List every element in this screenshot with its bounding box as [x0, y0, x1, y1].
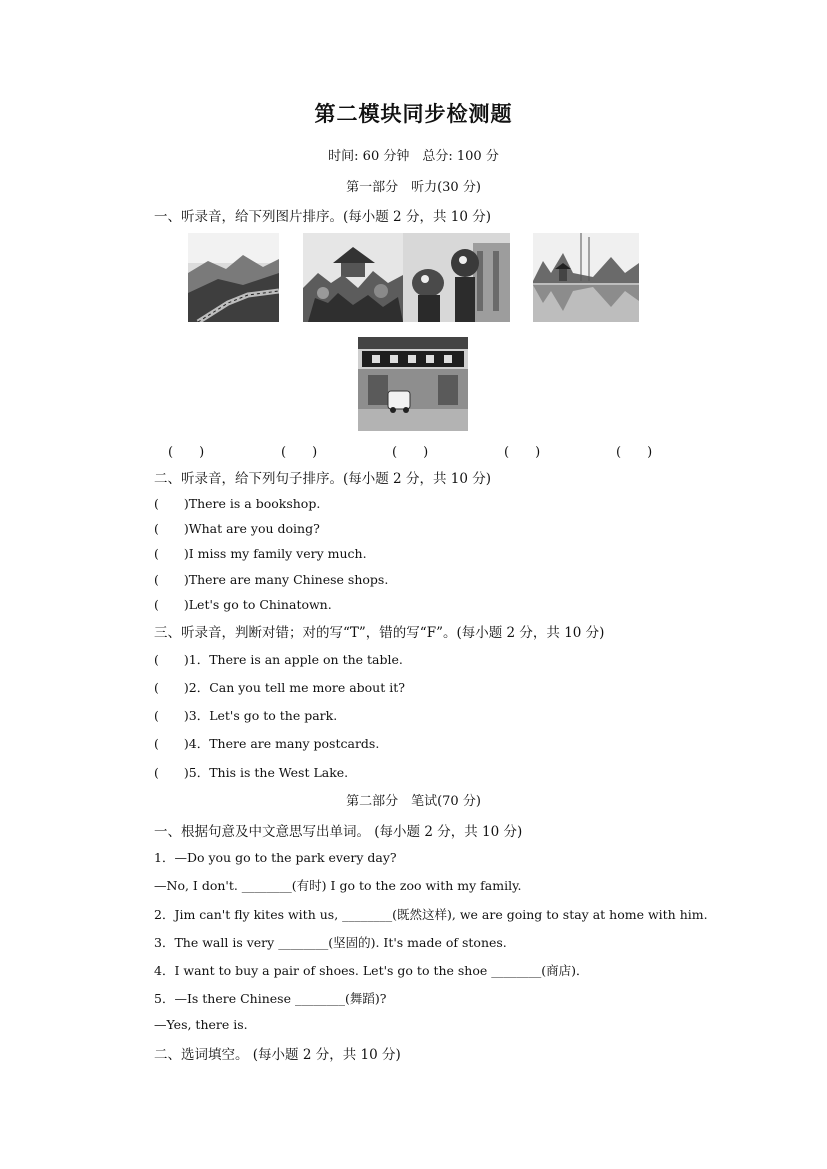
listening-sec2-heading: 二、听录音，给下列句子排序。(每小题 2 分，共 10 分) — [154, 471, 491, 487]
true-false-item: ( )5．This is the West Lake. — [154, 765, 349, 780]
fill-word-line: 2．Jim can't fly kites with us, ________(既然这样), we are going to stay at home with him. — [154, 907, 708, 922]
picture-answer-blank[interactable]: ( ) — [168, 445, 205, 460]
picture-answer-blank[interactable]: ( ) — [616, 445, 653, 460]
lake-pavilion-photo — [533, 233, 639, 322]
writing-sec2-heading: 二、选词填空。 (每小题 2 分，共 10 分) — [154, 1047, 401, 1063]
sentence-order-item: ( )I miss my family very much. — [154, 546, 367, 561]
true-false-item: ( )3．Let's go to the park. — [154, 708, 338, 723]
true-false-item: ( )1．There is an apple on the table. — [154, 652, 403, 667]
fill-word-line: —No, I don't. ________(有时) I go to the zoo with my family. — [154, 878, 522, 893]
writing-sec1-heading: 一、根据句意及中文意思写出单词。 (每小题 2 分，共 10 分) — [154, 824, 523, 840]
exam-meta: 时间: 60 分钟 总分: 100 分 — [328, 149, 499, 164]
sentence-order-item: ( )There is a bookshop. — [154, 496, 321, 511]
picture-answer-blank[interactable]: ( ) — [281, 445, 318, 460]
picture-answer-blank[interactable]: ( ) — [504, 445, 541, 460]
listening-sec3-heading: 三、听录音，判断对错；对的写“T”，错的写“F”。(每小题 2 分，共 10 分) — [154, 625, 605, 641]
part1-heading: 第一部分 听力(30 分) — [346, 180, 481, 195]
fill-word-line: 5．—Is there Chinese ________(舞蹈)? — [154, 991, 387, 1006]
listening-sec1-heading: 一、听录音，给下列图片排序。(每小题 2 分，共 10 分) — [154, 209, 491, 225]
sentence-order-item: ( )What are you doing? — [154, 521, 320, 536]
true-false-item: ( )4．There are many postcards. — [154, 736, 380, 751]
true-false-item: ( )2．Can you tell me more about it? — [154, 680, 405, 695]
fill-word-line: 1．—Do you go to the park every day? — [154, 850, 397, 865]
shop-front-photo — [358, 337, 468, 431]
fill-word-line: 4．I want to buy a pair of shoes. Let's go to the shoe ________(商店)． — [154, 963, 589, 978]
part2-heading: 第二部分 笔试(70 分) — [346, 794, 481, 809]
picture-answer-blank[interactable]: ( ) — [392, 445, 429, 460]
page-title: 第二模块同步检测题 — [314, 101, 513, 126]
rockery-pavilion-photo — [303, 233, 403, 322]
sentence-order-item: ( )Let's go to Chinatown. — [154, 597, 332, 612]
fill-word-line: —Yes, there is. — [154, 1017, 248, 1032]
fill-word-line: 3．The wall is very ________(坚固的). It's made of stones. — [154, 935, 507, 950]
great-wall-photo — [188, 233, 279, 322]
sentence-order-item: ( )There are many Chinese shops. — [154, 572, 389, 587]
lion-dance-photo — [403, 233, 510, 322]
